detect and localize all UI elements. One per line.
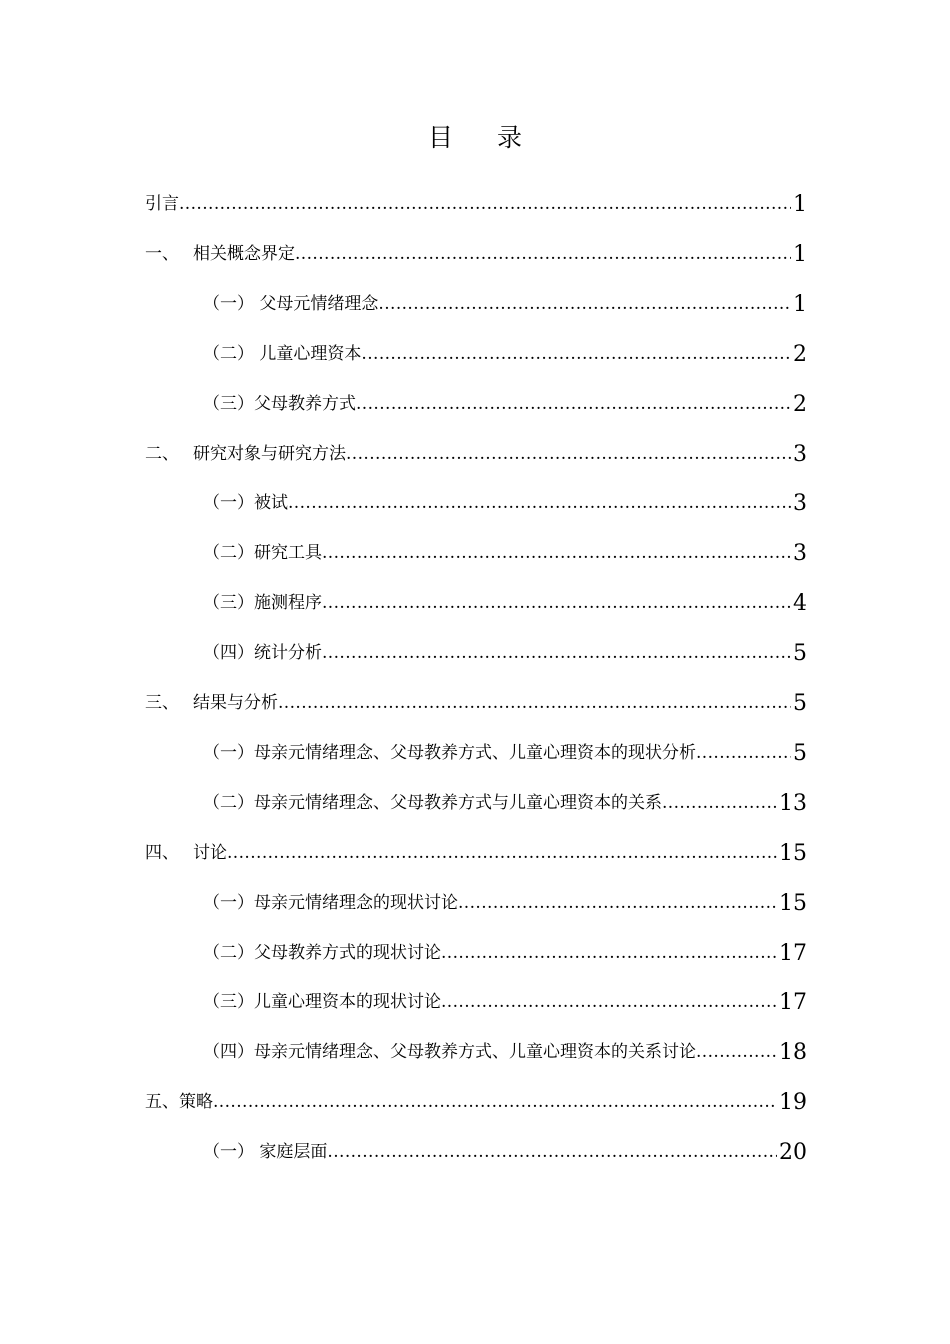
toc-entry[interactable] [203, 1026, 807, 1066]
toc-entry-number: （二） [203, 942, 254, 963]
toc-entry[interactable] [203, 877, 807, 917]
toc-dot-leader [356, 392, 791, 418]
toc-entry-text: 儿童心理资本的现状讨论 [254, 992, 441, 1013]
toc-dot-leader [458, 891, 777, 917]
toc-dot-leader [295, 242, 791, 268]
toc-title-char-2: 录 [497, 123, 523, 152]
toc-dot-leader [213, 1090, 777, 1116]
toc-entry-number: （三） [203, 992, 254, 1013]
toc-entry[interactable] [203, 378, 807, 418]
toc-entry-label [145, 1090, 213, 1116]
toc-entry[interactable] [203, 1126, 807, 1166]
toc-entry-number: （二） [203, 543, 254, 564]
toc-entry-label [203, 1040, 696, 1066]
toc-entry[interactable] [203, 777, 807, 817]
toc-dot-leader [378, 292, 791, 318]
toc-entry-label [203, 392, 356, 418]
toc-entry[interactable] [203, 477, 807, 517]
toc-entry-text: 研究对象与研究方法 [193, 443, 346, 464]
toc-entry-text: 母亲元情绪理念、父母教养方式与儿童心理资本的关系 [254, 792, 662, 813]
toc-dot-leader [278, 691, 791, 717]
toc-entry-number: （一） [203, 742, 254, 763]
toc-entry[interactable] [203, 976, 807, 1016]
toc-entry-label [145, 691, 278, 717]
toc-dot-leader [441, 941, 777, 967]
toc-dot-leader [288, 491, 791, 517]
toc-entry-label [203, 491, 288, 517]
toc-page-number: 13 [779, 790, 807, 816]
toc-dot-leader [179, 192, 791, 218]
toc-entry-label [203, 641, 322, 667]
toc-entry-label [203, 791, 662, 817]
toc-dot-leader [322, 541, 791, 567]
toc-entry-text: 引言 [145, 194, 179, 214]
toc-page-number: 15 [779, 890, 807, 916]
toc-entry-number: （二） [203, 792, 254, 813]
toc-page-number: 5 [793, 691, 807, 716]
toc-entry-text: 研究工具 [254, 543, 322, 564]
toc-entry-text: 父母教养方式的现状讨论 [254, 942, 441, 963]
toc-entry-text: 相关概念界定 [193, 243, 295, 264]
toc-page-number: 5 [793, 641, 807, 667]
toc-page-number: 1 [793, 192, 807, 217]
toc-entry-label [203, 990, 441, 1016]
toc-entry-text: 父母元情绪理念 [254, 293, 379, 314]
toc-entry-number: 二、 [145, 443, 179, 464]
toc-entry[interactable] [203, 927, 807, 967]
toc-page-number: 17 [779, 940, 807, 966]
toc-entry-number: （三） [203, 393, 254, 414]
toc-entry-label [203, 292, 378, 318]
toc-entry-number: 一、 [145, 243, 179, 264]
toc-entry[interactable] [203, 527, 807, 567]
toc-title [0, 118, 950, 154]
toc-entry-text: 施测程序 [254, 593, 322, 614]
toc-entry-number: （一） [203, 892, 254, 913]
toc-entry-label [145, 192, 179, 218]
toc-entry-text: 结果与分析 [193, 693, 278, 713]
toc-entry-label [145, 442, 346, 468]
toc-entry-number: （一） [203, 293, 254, 314]
toc-entry-text: 母亲元情绪理念、父母教养方式、儿童心理资本的关系讨论 [254, 1042, 696, 1063]
toc-title-char-1: 目 [427, 123, 453, 152]
toc-dot-leader [441, 990, 777, 1016]
toc-page-number: 19 [779, 1090, 807, 1116]
toc-entry-number: （四） [203, 643, 254, 664]
toc-page-number: 18 [779, 1040, 807, 1066]
toc-dot-leader [327, 1140, 777, 1166]
toc-entry[interactable] [203, 627, 807, 667]
toc-entry[interactable] [145, 677, 807, 717]
toc-page-number: 5 [793, 740, 807, 766]
toc-entry-text: 统计分析 [254, 643, 322, 664]
toc-entry-number: 五、 [145, 1092, 179, 1113]
toc-page-number: 1 [793, 291, 807, 317]
toc-entry-text: 母亲元情绪理念的现状讨论 [254, 892, 458, 913]
toc-entry-text: 母亲元情绪理念、父母教养方式、儿童心理资本的现状分析 [254, 742, 696, 763]
toc-entry-label [203, 541, 322, 567]
toc-page-number: 3 [793, 541, 807, 567]
toc-page-number: 2 [793, 341, 807, 367]
toc-entry-text: 父母教养方式 [254, 393, 356, 414]
toc-entry-label [145, 242, 295, 268]
toc-entry-number: 四、 [145, 842, 179, 863]
toc-entry-text: 讨论 [193, 842, 227, 863]
toc-entry[interactable] [145, 1076, 807, 1116]
toc-entry-label [203, 741, 696, 767]
toc-entry[interactable] [203, 278, 807, 318]
toc-entry-text: 家庭层面 [254, 1142, 328, 1163]
toc-entry[interactable] [203, 727, 807, 767]
toc-entry[interactable] [203, 328, 807, 368]
toc-page-number: 1 [793, 241, 807, 267]
toc-entry[interactable] [145, 827, 807, 867]
toc-dot-leader [322, 591, 791, 617]
toc-dot-leader [227, 841, 777, 867]
toc-entry[interactable] [145, 228, 807, 268]
toc-entry[interactable] [145, 178, 807, 218]
toc-entry-number: （一） [203, 493, 254, 514]
toc-entry-number: 三、 [145, 693, 179, 713]
toc-page-number: 4 [793, 591, 807, 617]
toc-page-number: 3 [793, 441, 807, 467]
toc-entry-text: 儿童心理资本 [254, 343, 362, 364]
toc-page-number: 15 [779, 840, 807, 866]
toc-dot-leader [361, 342, 791, 368]
toc-page-number: 17 [779, 990, 807, 1016]
toc-entry-text: 策略 [179, 1092, 213, 1113]
toc-page-number: 20 [779, 1140, 807, 1166]
toc-entry-number: （二） [203, 343, 254, 364]
toc-entry[interactable] [145, 428, 807, 468]
toc-page-number: 2 [793, 391, 807, 417]
toc-entry-label [203, 591, 322, 617]
toc-entry-number: （三） [203, 593, 254, 614]
toc-page-number: 3 [793, 491, 807, 517]
toc-entry-number: （一） [203, 1142, 254, 1163]
toc-entry-label [203, 342, 361, 368]
toc-entry-number: （四） [203, 1042, 254, 1063]
toc-dot-leader [346, 442, 791, 468]
toc-dot-leader [662, 791, 777, 817]
toc-entry-label [203, 941, 441, 967]
toc-entry-label [203, 1140, 327, 1166]
toc-dot-leader [696, 741, 791, 767]
toc-entry-label [203, 891, 458, 917]
toc-dot-leader [696, 1040, 777, 1066]
toc-dot-leader [322, 641, 791, 667]
toc-entry-text: 被试 [254, 493, 288, 514]
toc-entry[interactable] [203, 577, 807, 617]
toc-entry-label [145, 841, 227, 867]
